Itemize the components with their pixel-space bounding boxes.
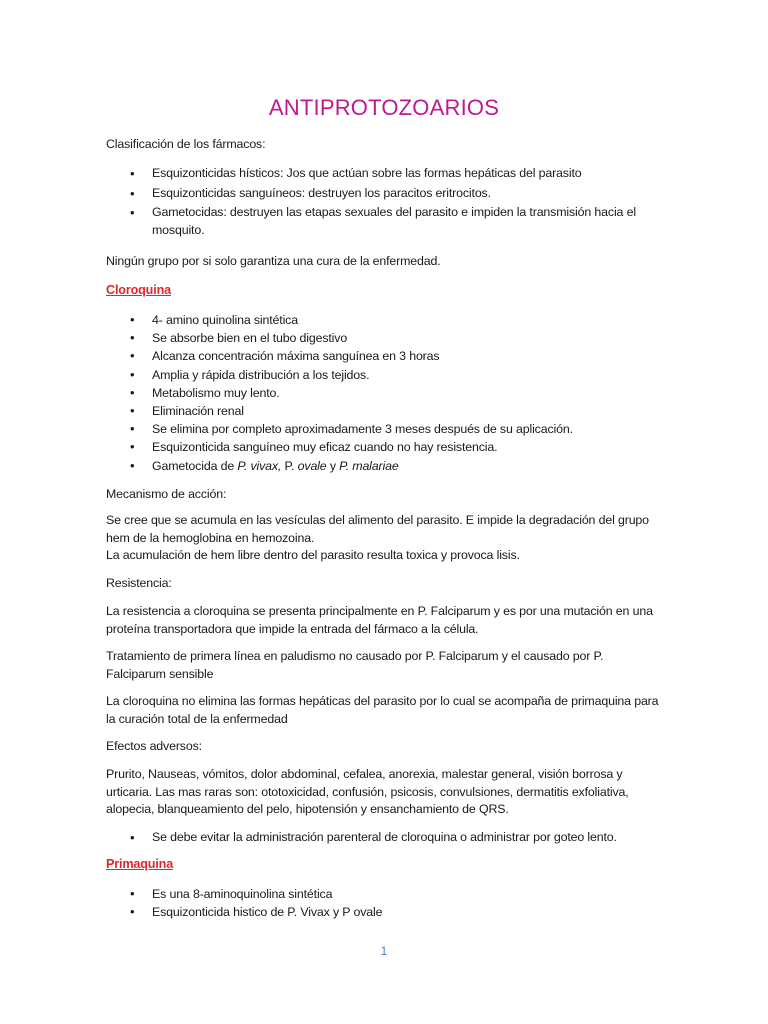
- primaquina-note: La cloroquina no elimina las formas hepáticas del parasito por lo cual se acompaña de primaquina para la curación total de la enfermedad: [106, 694, 659, 726]
- species-vivax: P. vivax,: [237, 458, 282, 473]
- cloroquina-list: [106, 311, 662, 475]
- list-item: • Se absorbe bien en el tubo digestivo: [106, 329, 662, 347]
- conjunction-y: y: [326, 458, 340, 473]
- mecanismo-heading: Mecanismo de acción:: [106, 487, 227, 501]
- list-item: • Se elimina por completo aproximadamente 3 meses después de su aplicación.: [106, 420, 662, 438]
- document-page: [106, 0, 662, 1024]
- no-group-note: Ningún grupo por si solo garantiza una cura de la enfermedad.: [106, 254, 441, 268]
- page-title: ANTIPROTOZOARIOS: [268, 95, 500, 120]
- list-item: • Esquizonticidas sanguíneos: destruyen los paracitos eritrocitos.: [106, 185, 662, 203]
- efectos-text: Prurito, Nauseas, vómitos, dolor abdominal, cefalea, anorexia, malestar general, visión borrosa y urticaria. Las mas raras son: ototoxicidad, confusión, psicosis, convulsiones, dermatitis exfoliativa, alopecia, blanqueamiento del pelo, hipotensión y ensanchamiento de QRS.: [106, 767, 629, 816]
- list-item: • Amplia y rápida distribución a los tejidos.: [106, 366, 662, 384]
- primaquina-list: [106, 885, 662, 921]
- list-item: • Esquizonticida histico de P. Vivax y P ovale: [106, 903, 662, 921]
- list-item-gametocida: [106, 457, 662, 475]
- mecanismo-text-2: La acumulación de hem libre dentro del parasito resulta toxica y provoca lisis.: [106, 548, 520, 562]
- tratamiento-text: Tratamiento de primera línea en paludismo no causado por P. Falciparum y el causado por P. Falciparum sensible: [106, 649, 604, 681]
- mecanismo-text-1: Se cree que se acumula en las vesículas del alimento del parasito. E impide la degradación del grupo hem de la hemoglobina en hemozoina.: [106, 513, 649, 545]
- list-item: • Metabolismo muy lento.: [106, 384, 662, 402]
- list-item: • Esquizonticidas hísticos: Jos que actúan sobre las formas hepáticas del parasito: [106, 165, 662, 183]
- page-number: 1: [380, 944, 388, 958]
- section-heading-primaquina: Primaquina: [106, 857, 174, 871]
- resistencia-heading: Resistencia:: [106, 576, 172, 590]
- gametocida-prefix: Gametocida de: [152, 458, 238, 473]
- classification-intro: Clasificación de los fármacos:: [106, 137, 266, 151]
- resistencia-text: La resistencia a cloroquina se presenta principalmente en P. Falciparum y es por una mutación en una proteína transportadora que impide la entrada del fármaco a la célula.: [106, 604, 653, 636]
- efectos-heading: Efectos adversos:: [106, 739, 202, 753]
- section-heading-cloroquina: Cloroquina: [106, 283, 171, 297]
- classification-list: [106, 165, 662, 241]
- list-item: • Gametocidas: destruyen las etapas sexuales del parasito e impiden la transmisión hacia el mosquito.: [106, 204, 662, 239]
- efectos-list: [106, 829, 662, 847]
- list-item: • 4- amino quinolina sintética: [106, 311, 662, 329]
- species-malariae: P. malariae: [339, 458, 399, 473]
- species-p-letter: P.: [281, 458, 298, 473]
- list-item: • Eliminación renal: [106, 402, 662, 420]
- list-item: • Se debe evitar la administración parenteral de cloroquina o administrar por goteo lento.: [106, 829, 662, 847]
- list-item: • Esquizonticida sanguíneo muy eficaz cuando no hay resistencia.: [106, 438, 662, 456]
- list-item: • Es una 8-aminoquinolina sintética: [106, 885, 662, 903]
- species-ovale: ovale: [297, 458, 327, 473]
- list-item: • Alcanza concentración máxima sanguínea en 3 horas: [106, 347, 662, 365]
